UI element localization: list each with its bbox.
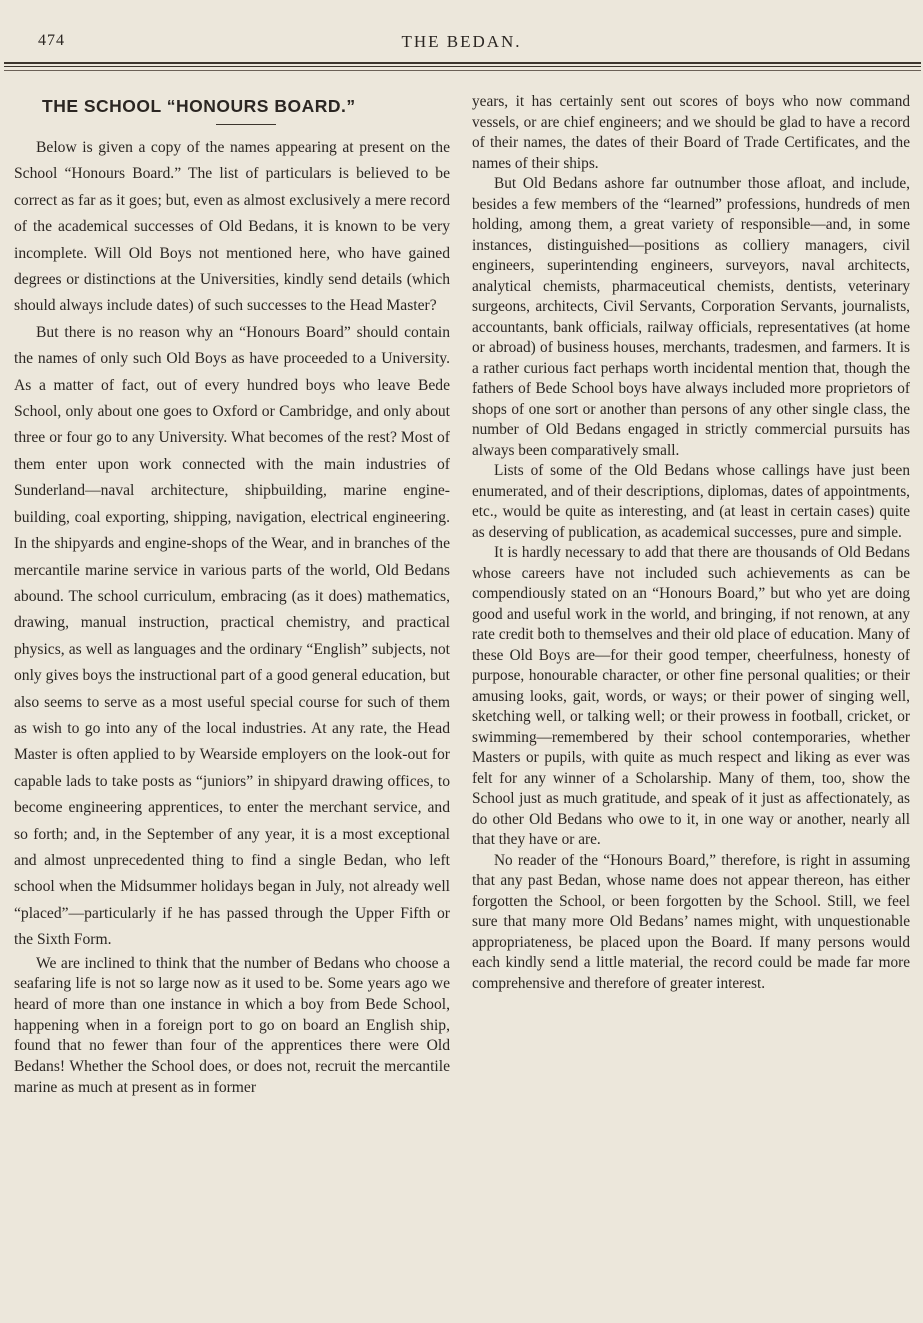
page-header (0, 0, 923, 64)
paragraph: years, it has certainly sent out scores of boys who now command vessels, or are chief engineers; and we should be glad to have a record of their names, the dates of their Board of Trade Certificates, and the names of their ships. (472, 93, 910, 172)
paragraph: We are inclined to think that the number of Bedans who choose a seafaring life is not so large now as it used to be. Some years ago we heard of more than one instance in which a boy from Bede School, happening when in a foreign port to go on board an English ship, found that no fewer than four of the apprentices there were Old Bedans! Whether the School does, or does not, recruit the mercantile marine as much at present as in former (14, 954, 450, 1096)
right-column (472, 92, 910, 994)
title-rule (216, 124, 276, 125)
article-title: THE SCHOOL “HONOURS BOARD.” (42, 96, 356, 116)
header-rule (4, 70, 921, 71)
paragraph: Lists of some of the Old Bedans whose callings have just been enumerated, and of their descriptions, diplomas, dates of appointments, etc., would be quite as interesting, and (at least in certain cases) quite as deserving of publication, as academical successes, pure and simple. (472, 462, 910, 541)
paragraph: But there is no reason why an “Honours Board” should contain the names of only such Old Boys as have proceeded to a University. As a matter of fact, out of every hundred boys who leave Bede School, only about one goes to Oxford or Cambridge, and only about three or four go to any University. What becomes of the rest? Most of them enter upon work connected with the main industries of Sunderland—naval architecture, shipbuilding, marine engine-building, coal exporting, shipping, navigation, electrical engineering. In the shipyards and engine-shops of the Wear, and in branches of the mercantile marine service in various parts of the world, Old Bedans abound. The school curriculum, embracing (as it does) mathematics, drawing, manual instruction, practical chemistry, and practical physics, as well as languages and the ordinary “English” subjects, not only gives boys the instructional part of a good general education, but also seems to serve as a most useful special course for such of them as wish to go into any of the local industries. At any rate, the Head Master is often applied to by Wearside employers on the look-out for capable lads to take posts as “juniors” in shipyard drawing offices, to become engineering apprentices, to enter the merchant service, and so forth; and, in the September of any year, it is a most exceptional and almost unprecedented thing to find a single Bedan, who left school when the Midsummer holidays began in July, not already well “placed”—particularly if he has passed through the Upper Fifth or the Sixth Form. (14, 323, 450, 949)
paragraph: It is hardly necessary to add that there are thousands of Old Bedans whose careers have not included such achievements as can be compendiously stated on an “Honours Board,” but who yet are doing good and useful work in the world, and bringing, if not renown, at any rate credit both to themselves and their old place of education. Many of these Old Boys are—for their good temper, cheerfulness, honesty of purpose, honourable character, or other fine personal qualities; or their amusing looks, gait, words, or ways; or their power of singing well, sketching well, or talking well; or their prowess in football, cricket, or swimming—remembered by their school contemporaries, whether Masters or pupils, with quite as much respect and liking as ever was felt for any winner of a Scholarship. Many of them, too, show the School just as much gratitude, and speak of it just as affectionately, as do other Old Bedans who owe to it, in one way or another, nearly all that they have or are. (472, 544, 910, 848)
header-rule (4, 66, 921, 67)
paragraph: But Old Bedans ashore far outnumber those afloat, and include, besides a few members of the “learned” professions, hundreds of men holding, among them, a great variety of responsible—and, in some instances, distinguished—positions as colliery managers, civil engineers, superintending engineers, surveyors, naval architects, analytical chemists, pharmaceutical chemists, dentists, veterinary surgeons, architects, Civil Servants, Corporation Servants, journalists, accountants, bank officials, railway officials, representatives (at home or abroad) of business houses, merchants, tradesmen, and farmers. It is a rather curious fact perhaps worth incidental mention that, though the fathers of Bede School boys have always included more proprietors of shops of one sort or another than persons of any other single class, the number of Old Bedans engaged in strictly commercial pursuits has always been comparatively small. (472, 175, 910, 459)
left-column (14, 92, 450, 1099)
running-title: THE BEDAN. (401, 32, 522, 51)
page-number: 474 (38, 32, 65, 49)
paragraph: Below is given a copy of the names appearing at present on the School “Honours Board.” The list of particulars is believed to be correct as far as it goes; but, even as almost exclusively a mere record of the academical successes of Old Bedans, it is known to be very incomplete. Will Old Boys not mentioned here, who have gained degrees or distinctions at the Universities, kindly send details (which should always include dates) of such successes to the Head Master? (14, 139, 450, 315)
paragraph: No reader of the “Honours Board,” therefore, is right in assuming that any past Bedan, whose name does not appear thereon, has either forgotten the School, or been forgotten by the School. Still, we feel sure that many more Old Bedans’ names might, with unquestionable appropriateness, be placed upon the Board. If many persons would each kindly send a little material, the record could be made far more comprehensive and therefore of greater interest. (472, 851, 910, 992)
header-rule (4, 62, 921, 64)
